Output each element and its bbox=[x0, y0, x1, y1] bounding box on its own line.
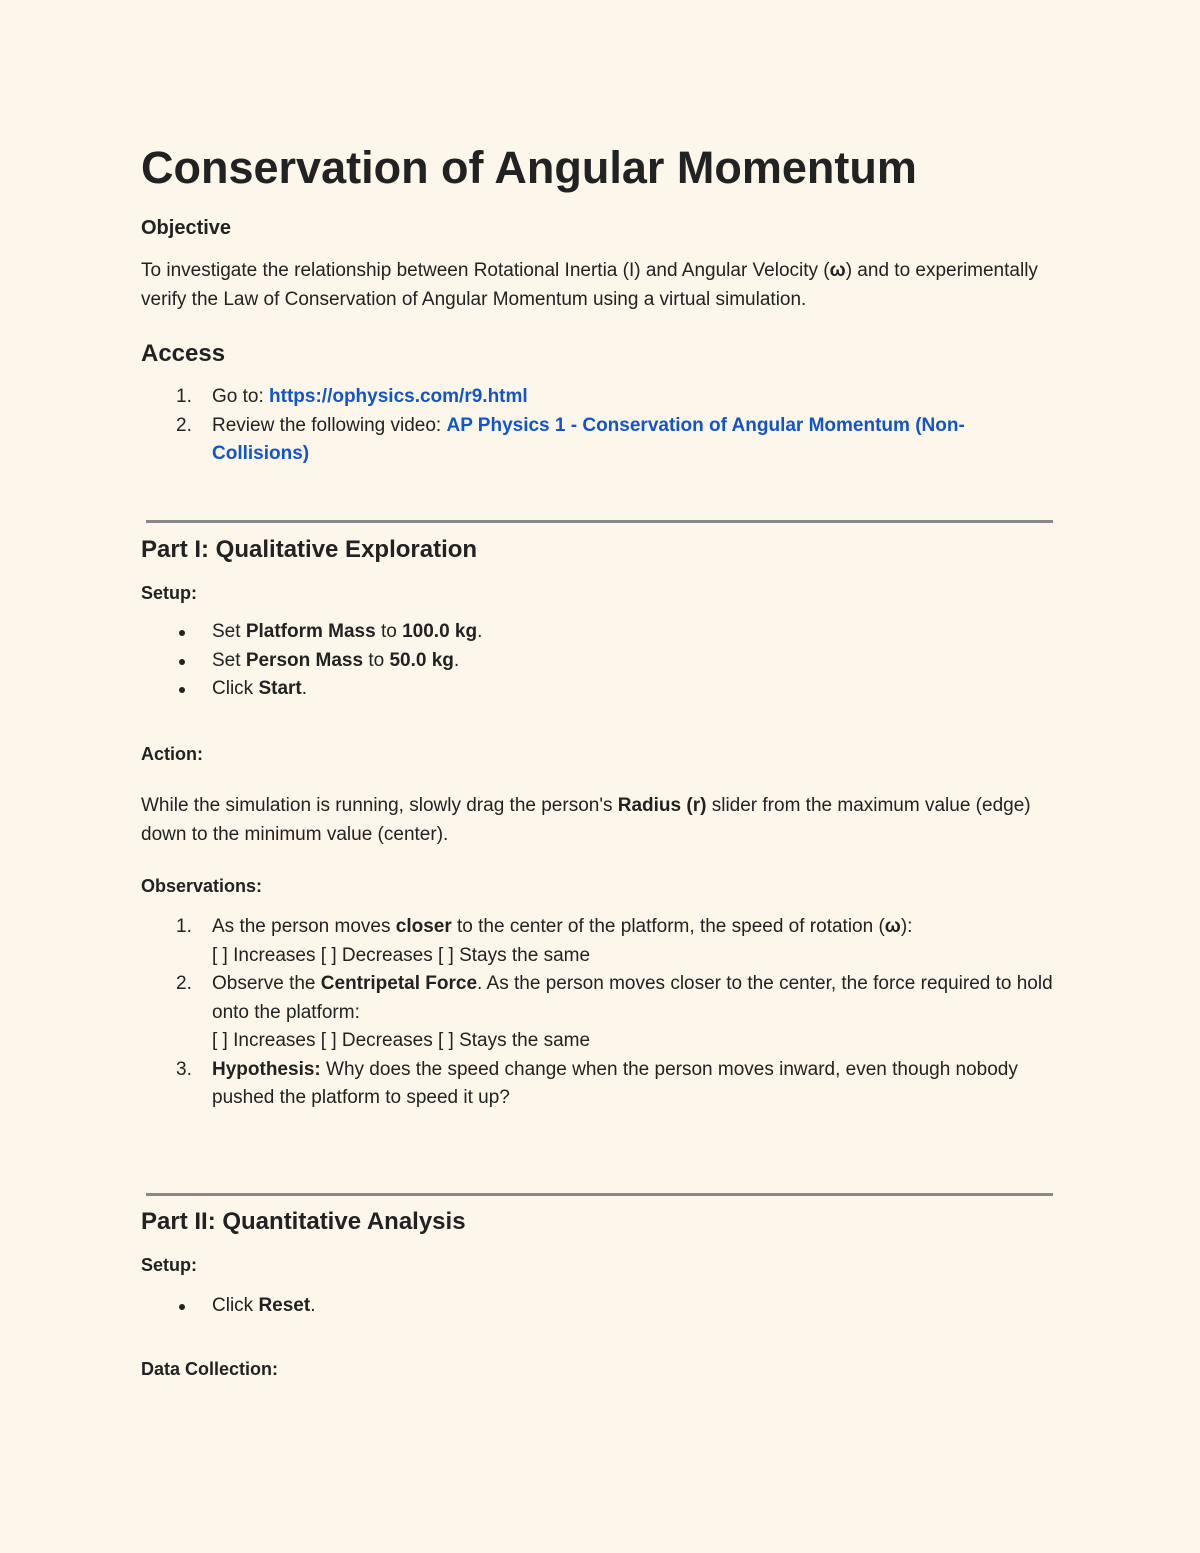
action-text: slider from the maximum value (edge) down to the minimum value (center). bbox=[141, 795, 1031, 845]
section-divider bbox=[146, 1193, 1053, 1196]
list-number: 3. bbox=[176, 1058, 192, 1080]
observation-text: As the person moves bbox=[212, 916, 396, 937]
answer-choices: [ ] Increases [ ] Decreases [ ] Stays the same bbox=[212, 944, 591, 966]
observation-text: . As the person moves closer to the center, the force required to hold onto the platform: bbox=[212, 973, 1053, 1023]
answer-choices: [ ] Increases [ ] Decreases [ ] Stays the same bbox=[212, 1030, 591, 1051]
setup-bold: Person Mass bbox=[245, 649, 364, 671]
observation-item bbox=[141, 913, 1056, 970]
setup-text: . bbox=[310, 1295, 316, 1316]
access-list bbox=[141, 383, 1056, 469]
bullet-icon bbox=[179, 659, 185, 665]
omega-symbol: ω bbox=[829, 260, 846, 281]
bullet-icon bbox=[179, 630, 185, 636]
action-text: While the simulation is running, slowly drag the person's bbox=[141, 795, 618, 816]
access-item-prefix: Review the following video: bbox=[212, 414, 447, 436]
part1-heading: Part I: Qualitative Exploration bbox=[141, 536, 478, 563]
setup-bold: Platform Mass bbox=[245, 621, 376, 642]
bullet-icon bbox=[179, 687, 185, 693]
setup-value: 100.0 kg bbox=[402, 621, 478, 642]
action-bold: Radius (r) bbox=[617, 795, 707, 816]
observation-item bbox=[141, 970, 1056, 1056]
ophysics-link[interactable]: https://ophysics.com/r9.html bbox=[269, 386, 528, 407]
list-item bbox=[141, 675, 1056, 704]
observation-item bbox=[141, 1056, 1056, 1113]
objective-text-part-2: ) and to experimentally verify the Law of Conservation of Angular Momentum using a virtual simulation. bbox=[141, 260, 1038, 310]
part1-action-label: Action: bbox=[141, 744, 203, 764]
observation-text: ): bbox=[900, 916, 913, 937]
setup-text: . bbox=[453, 649, 460, 671]
objective-text-part-1: To investigate the relationship between Rotational Inertia (I) and Angular Velocity ( bbox=[141, 260, 830, 281]
observation-text: to the center of the platform, the speed of rotation ( bbox=[451, 916, 885, 937]
list-number: 1. bbox=[176, 386, 192, 407]
setup-text: . bbox=[477, 621, 483, 642]
list-item bbox=[141, 618, 1056, 647]
bullet-icon bbox=[179, 1304, 185, 1310]
page-title: Conservation of Angular Momentum bbox=[141, 142, 917, 193]
part1-setup-list bbox=[141, 618, 1056, 704]
video-link[interactable]: AP Physics 1 - Conservation of Angular Momentum (Non-Collisions) bbox=[212, 414, 965, 464]
part1-observations-label: Observations: bbox=[141, 876, 263, 896]
access-item-prefix: Go to: bbox=[212, 386, 270, 407]
list-number: 2. bbox=[176, 973, 192, 994]
access-item bbox=[141, 412, 1056, 469]
part2-setup-label: Setup: bbox=[141, 1255, 197, 1275]
list-item bbox=[141, 1292, 1056, 1321]
observations-list bbox=[141, 913, 1056, 1113]
observation-text: Why does the speed change when the person moves inward, even though nobody pushed the platform to speed it up? bbox=[212, 1058, 1018, 1108]
setup-text: to bbox=[363, 649, 390, 671]
setup-text: Set bbox=[212, 621, 246, 642]
observation-bold: closer bbox=[395, 916, 452, 937]
objective-text bbox=[141, 256, 1056, 314]
setup-text: . bbox=[301, 678, 308, 699]
section-divider bbox=[146, 520, 1053, 523]
list-number: 2. bbox=[176, 414, 192, 436]
omega-symbol: ω bbox=[884, 916, 901, 937]
list-number: 1. bbox=[176, 916, 192, 937]
part2-heading: Part II: Quantitative Analysis bbox=[141, 1208, 466, 1235]
setup-text: Set bbox=[212, 649, 246, 671]
setup-text: Click bbox=[212, 678, 259, 699]
part2-setup-list bbox=[141, 1292, 1056, 1321]
setup-value: 50.0 kg bbox=[389, 649, 454, 671]
setup-text: to bbox=[375, 621, 403, 642]
objective-heading: Objective bbox=[141, 217, 232, 239]
observation-bold: Centripetal Force bbox=[320, 973, 478, 994]
observation-bold: Hypothesis: bbox=[212, 1058, 321, 1080]
access-item bbox=[141, 383, 1056, 412]
part2-data-collection-label: Data Collection: bbox=[141, 1359, 279, 1379]
setup-bold: Reset bbox=[258, 1295, 311, 1316]
part1-action-text bbox=[141, 791, 1056, 849]
setup-bold: Start bbox=[258, 678, 302, 699]
part1-setup-label: Setup: bbox=[141, 583, 197, 603]
access-heading: Access bbox=[141, 340, 226, 367]
observation-text: Observe the bbox=[212, 973, 321, 994]
list-item bbox=[141, 647, 1056, 676]
setup-text: Click bbox=[212, 1295, 259, 1316]
